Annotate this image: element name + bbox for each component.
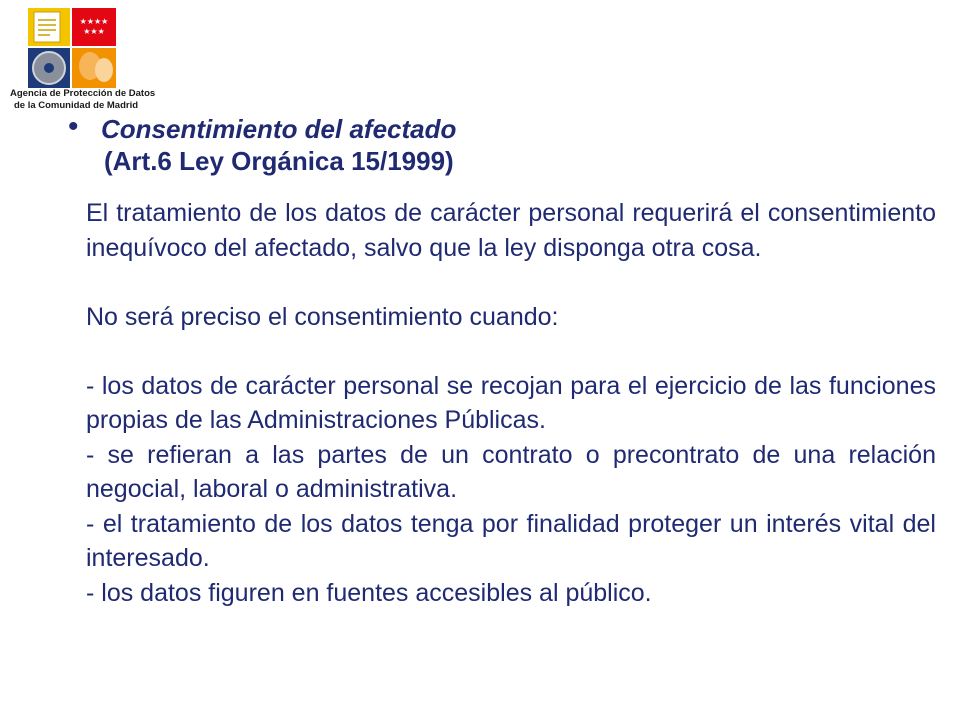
agency-name-line1: Agencia de Protección de Datos bbox=[10, 88, 156, 99]
list-item: - el tratamiento de los datos tenga por finalidad proteger un interés vital del interesado. bbox=[86, 509, 936, 572]
list-item: - se refieran a las partes de un contrato o precontrato de una relación negocial, laboral o administrativa. bbox=[86, 440, 936, 503]
intro-paragraph: El tratamiento de los datos de carácter personal requerirá el consentimiento inequívoco del afectado, salvo que la ley disponga otra cosa. bbox=[86, 199, 936, 262]
lead-paragraph: No será preciso el consentimiento cuando: bbox=[86, 302, 559, 331]
list-item: - los datos figuren en fuentes accesibles al público. bbox=[86, 578, 652, 607]
heading-subtitle: (Art.6 Ley Orgánica 15/1999) bbox=[104, 146, 454, 176]
agency-name-line2: de la Comunidad de Madrid bbox=[13, 100, 139, 111]
heading-title: Consentimiento del afectado bbox=[101, 114, 457, 144]
svg-text:★★★: ★★★ bbox=[83, 27, 105, 36]
body-text bbox=[86, 196, 936, 610]
agency-emblem-icon bbox=[28, 8, 116, 88]
list-item: - los datos de carácter personal se recojan para el ejercicio de las funciones propias de las Administraciones Públicas. bbox=[86, 371, 936, 434]
agency-name bbox=[10, 88, 156, 112]
paragraph-gap bbox=[86, 334, 936, 369]
bullet-icon: • bbox=[68, 110, 79, 143]
paragraph-gap bbox=[86, 265, 936, 300]
agency-logo bbox=[10, 8, 156, 112]
svg-text:★★★★: ★★★★ bbox=[79, 17, 109, 26]
